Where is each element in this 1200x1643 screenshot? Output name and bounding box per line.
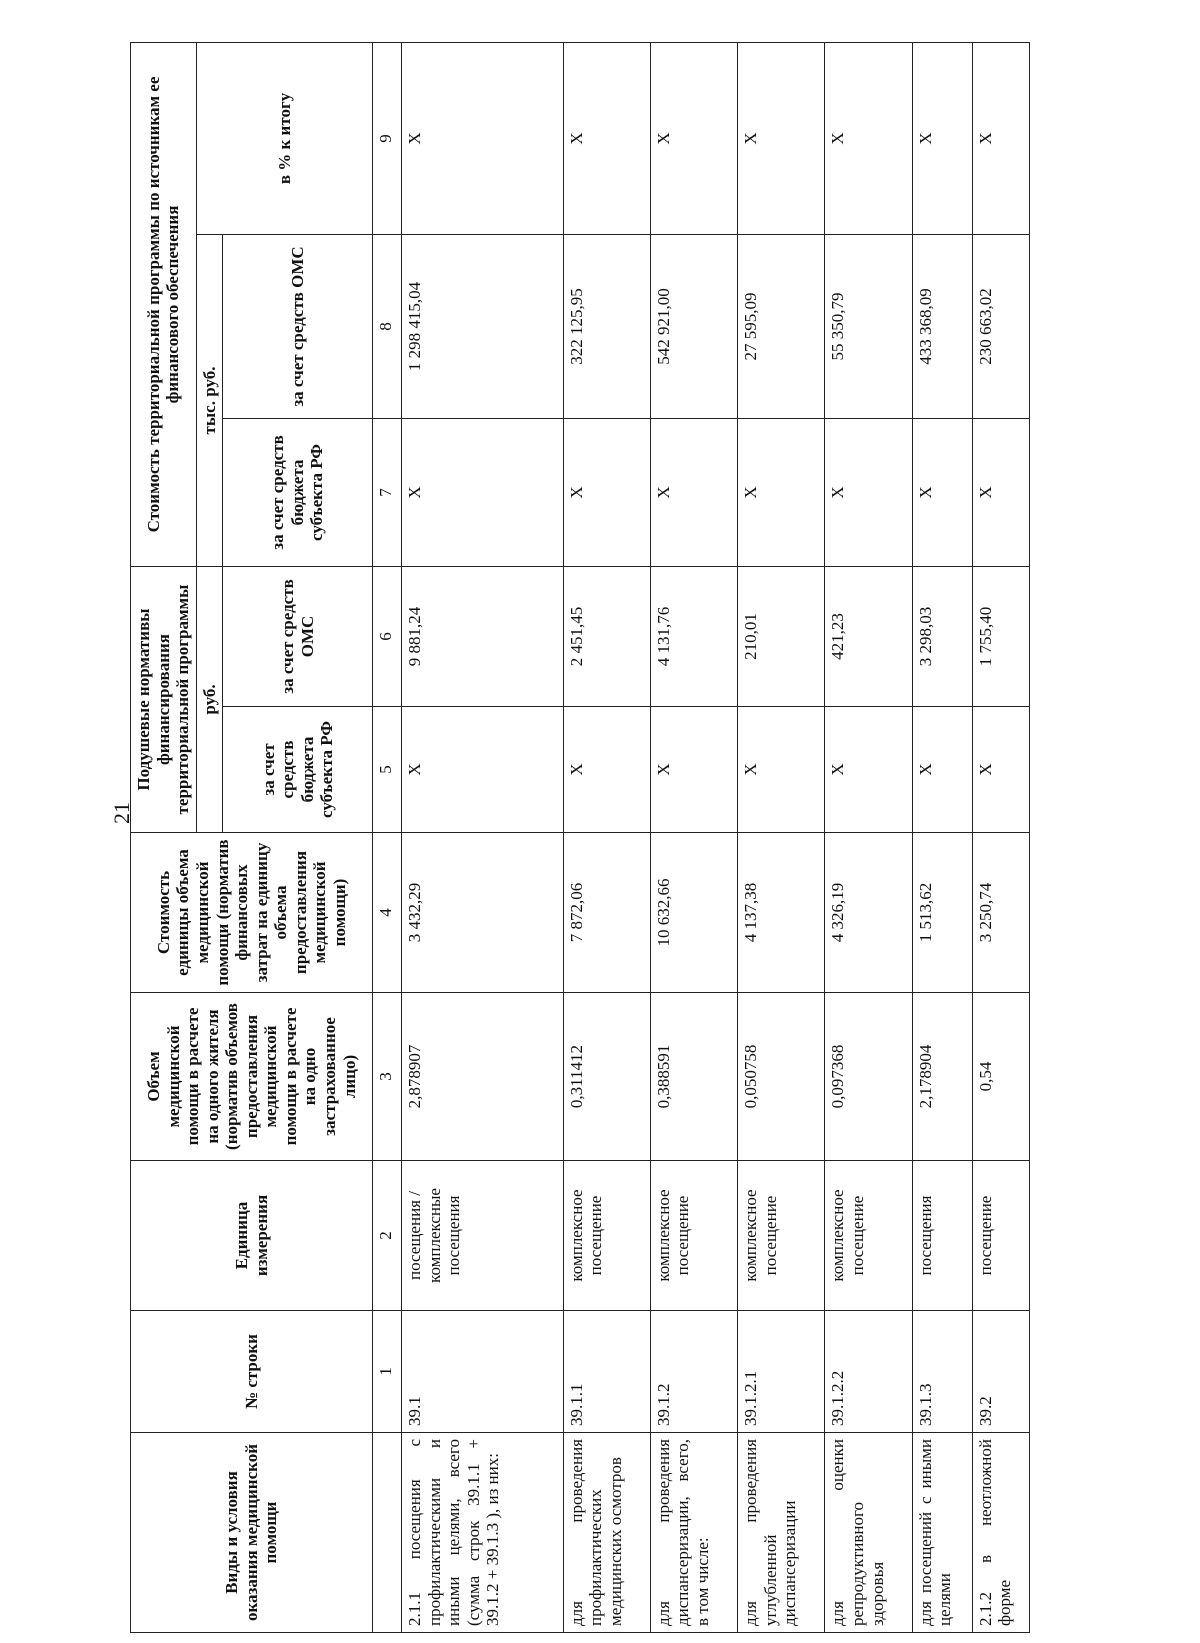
cell-type: для проведения профилактических медицинских осмотров (563, 1433, 650, 1633)
cell-pct: X (402, 42, 563, 234)
header-percent: в % к итогу (196, 42, 373, 234)
cell-pc-oms: 210,01 (738, 567, 825, 707)
cell-tc-oms: 55 350,79 (825, 235, 912, 419)
cell-tc-budget: X (972, 419, 1029, 567)
cell-volume: 0,097368 (825, 993, 912, 1161)
cell-type: для оценки репродуктивного здоровья (825, 1433, 912, 1633)
cell-pc-budget: X (402, 707, 563, 833)
cell-pc-budget: X (738, 707, 825, 833)
cell-unit: посещение (972, 1161, 1029, 1311)
cell-unit: комплексное посещение (650, 1161, 737, 1311)
cell-tc-oms: 322 125,95 (563, 235, 650, 419)
col-number: 1 (373, 1311, 402, 1433)
col-number: 6 (373, 567, 402, 707)
header-volume: Объем медицинской помощи в расчете на одного жителя (норматив объемов предоставления медицинской помощи в расчете на одно застрахованное лицо) (131, 993, 373, 1161)
cell-cost: 4 326,19 (825, 833, 912, 993)
col-number: 4 (373, 833, 402, 993)
cell-cost: 4 137,38 (738, 833, 825, 993)
header-percapita: Подушевые нормативы финансирования территориальной программы (131, 567, 197, 833)
table-row (972, 42, 1029, 1632)
header-percapita-unit: руб. (196, 567, 223, 833)
cell-volume: 2,878907 (402, 993, 563, 1161)
cell-tc-oms: 542 921,00 (650, 235, 737, 419)
col-number: 9 (373, 42, 402, 234)
cell-pc-budget: X (650, 707, 737, 833)
cell-pc-oms: 421,23 (825, 567, 912, 707)
table-row (825, 42, 912, 1632)
cell-pc-budget: X (825, 707, 912, 833)
cell-type: 2.1.2 в неотложной форме (972, 1433, 1029, 1633)
col-number: 8 (373, 235, 402, 419)
cell-pct: X (825, 42, 912, 234)
header-total-cost: Стоимость территориальной программы по источникам ее финансового обеспечения (131, 42, 197, 566)
financing-table (130, 42, 1030, 1633)
cell-row-no: 39.1.3 (912, 1311, 972, 1433)
cell-pct: X (563, 42, 650, 234)
cell-volume: 0,388591 (650, 993, 737, 1161)
cell-volume: 0,050758 (738, 993, 825, 1161)
page-number: 21 (109, 802, 134, 824)
col-number: 3 (373, 993, 402, 1161)
header-total-unit: тыс. руб. (196, 235, 223, 567)
cell-pc-oms: 3 298,03 (912, 567, 972, 707)
cell-cost: 7 872,06 (563, 833, 650, 993)
table-row (738, 42, 825, 1632)
cell-type: 2.1.1 посещения с профилактическими и иными целями, всего (сумма строк 39.1.1 + 39.1.2 + 39.1.3 ), из них: (402, 1433, 563, 1633)
cell-pc-oms: 4 131,76 (650, 567, 737, 707)
cell-tc-oms: 433 368,09 (912, 235, 972, 419)
cell-unit: посещения / комплексные посещения (402, 1161, 563, 1311)
cell-unit: комплексное посещение (738, 1161, 825, 1311)
cell-volume: 2,178904 (912, 993, 972, 1161)
cell-pct: X (912, 42, 972, 234)
col-number: 2 (373, 1161, 402, 1311)
cell-row-no: 39.1.2.2 (825, 1311, 912, 1433)
cell-tc-budget: X (563, 419, 650, 567)
cell-pc-budget: X (912, 707, 972, 833)
cell-unit: посещения (912, 1161, 972, 1311)
cell-pc-oms: 9 881,24 (402, 567, 563, 707)
cell-tc-oms: 27 595,09 (738, 235, 825, 419)
header-row-no: № строки (131, 1311, 373, 1433)
table-row (402, 42, 563, 1632)
cell-cost: 3 432,29 (402, 833, 563, 993)
cell-cost: 10 632,66 (650, 833, 737, 993)
cell-unit: комплексное посещение (825, 1161, 912, 1311)
cell-pc-oms: 2 451,45 (563, 567, 650, 707)
cell-unit: комплексное посещение (563, 1161, 650, 1311)
cell-row-no: 39.2 (972, 1311, 1029, 1433)
cell-tc-budget: X (650, 419, 737, 567)
cell-tc-budget: X (402, 419, 563, 567)
cell-tc-budget: X (912, 419, 972, 567)
header-types: Виды и условия оказания медицинской помощи (131, 1433, 373, 1633)
col-number: 5 (373, 707, 402, 833)
cell-row-no: 39.1.1 (563, 1311, 650, 1433)
rotated-page (130, 43, 1030, 1633)
table-row (563, 42, 650, 1632)
col-number: 7 (373, 419, 402, 567)
cell-pc-oms: 1 755,40 (972, 567, 1029, 707)
cell-pc-budget: X (563, 707, 650, 833)
cell-volume: 0,311412 (563, 993, 650, 1161)
header-cost: Стоимость единицы объема медицинской помощи (норматив финансовых затрат на единицу объема предоставления медицинской помощи) (131, 833, 373, 993)
cell-pct: X (738, 42, 825, 234)
cell-type: для проведения углубленной диспансеризации (738, 1433, 825, 1633)
header-tc-oms: за счет средств ОМС (223, 235, 373, 419)
cell-row-no: 39.1.2.1 (738, 1311, 825, 1433)
cell-row-no: 39.1 (402, 1311, 563, 1433)
cell-pct: X (650, 42, 737, 234)
cell-tc-budget: X (738, 419, 825, 567)
column-number-row (373, 42, 402, 1632)
cell-tc-budget: X (825, 419, 912, 567)
col-number (373, 1433, 402, 1633)
table-row (650, 42, 737, 1632)
cell-tc-oms: 230 663,02 (972, 235, 1029, 419)
header-tc-budget: за счет средств бюджета субъекта РФ (223, 419, 373, 567)
cell-type: для проведения диспансеризации, всего, в том числе: (650, 1433, 737, 1633)
header-unit: Единица измерения (131, 1161, 373, 1311)
cell-row-no: 39.1.2 (650, 1311, 737, 1433)
cell-pc-budget: X (972, 707, 1029, 833)
cell-cost: 3 250,74 (972, 833, 1029, 993)
cell-type: для посещений с иными целями (912, 1433, 972, 1633)
header-pc-budget: за счет средств бюджета субъекта РФ (223, 707, 373, 833)
cell-tc-oms: 1 298 415,04 (402, 235, 563, 419)
header-pc-oms: за счет средств ОМС (223, 567, 373, 707)
cell-volume: 0,54 (972, 993, 1029, 1161)
cell-cost: 1 513,62 (912, 833, 972, 993)
cell-pct: X (972, 42, 1029, 234)
table-row (912, 42, 972, 1632)
